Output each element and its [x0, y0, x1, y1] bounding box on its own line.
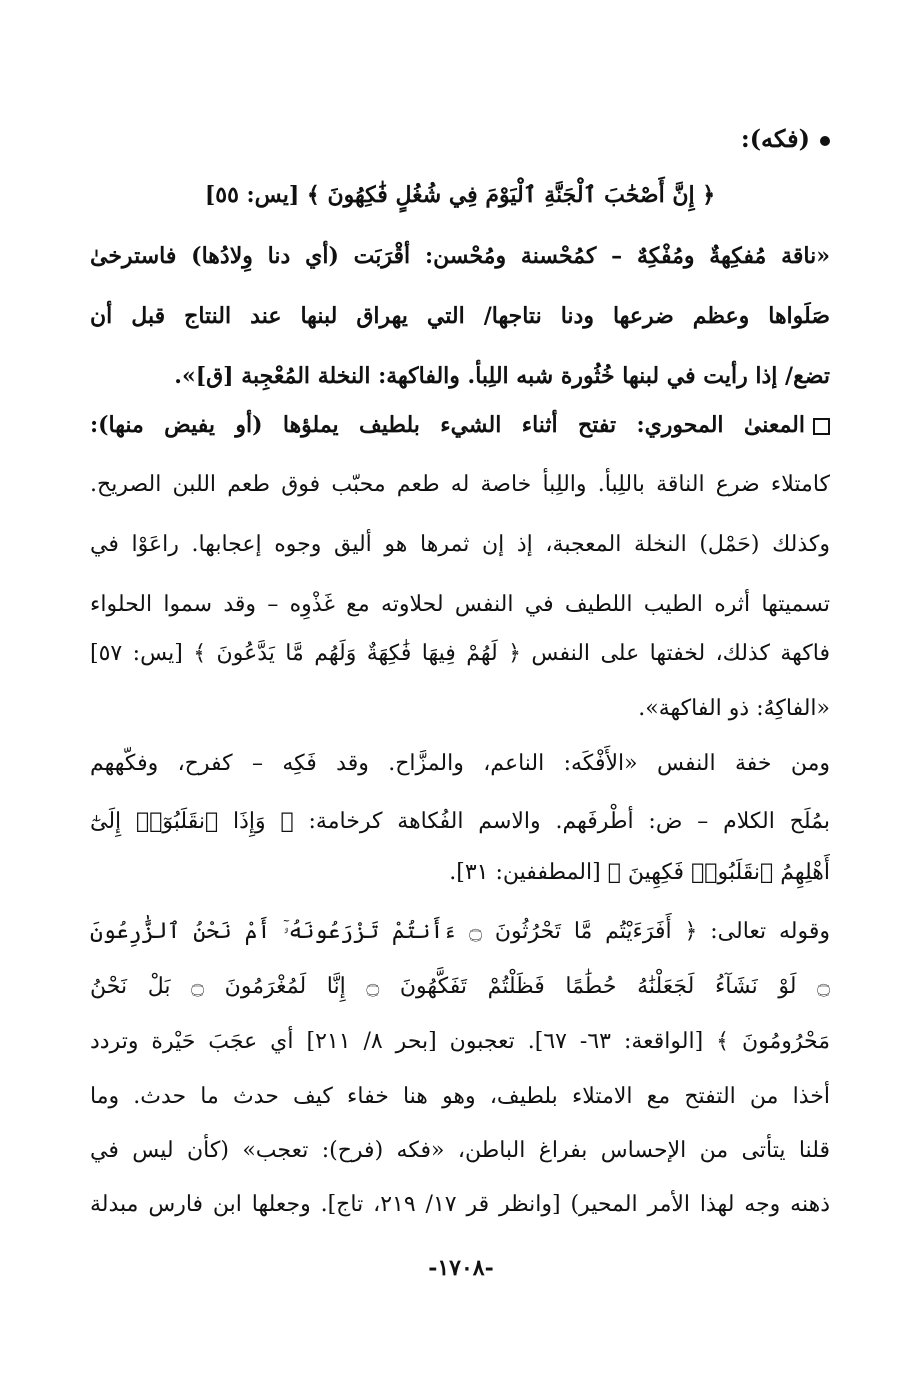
body-text-line: قلنا يتأتى من الإحساس بفراغ الباطن، «فكه (فرح): تعجب» (كأن ليس في — [90, 1138, 830, 1163]
definition-line: «ناقة مُفكِهةٌ ومُفْكِهٌ – كمُحْسنة ومُحْسن: أقْرَبَت (أي دنا وِلادُها) فاسترخىٰ — [90, 243, 830, 269]
body-text-line: «الفاكِهُ: ذو الفاكهة». — [638, 696, 830, 721]
body-text-line: ۝ لَوْ نَشَآءُ لَجَعَلْنَٰهُ حُطَٰمًا فَظَلْتُمْ تَفَكَّهُونَ ۝ إِنَّا لَمُغْرَمُونَ ۝ بَلْ نَحْنُ — [90, 974, 830, 999]
body-text-line: تسميتها أثره الطيب اللطيف في النفس لحلاوته مع غَذْوِه – وقد سموا الحلواء — [90, 592, 830, 617]
page-number: -١٧٠٨- — [428, 1255, 494, 1281]
entry-heading-text: (فكه): — [740, 124, 810, 153]
body-text-line: أخذا من التفتح مع الامتلاء بلطيف، وهو هنا خفاء كيف حدث ما حدث. وما — [90, 1084, 830, 1109]
definition-line: تضع/ إذا رأيت في لبنها خُثُورة شبه اللِبأ. والفاكهة: النخلة المُعْجِبة [ق]». — [174, 363, 830, 389]
quran-verse-line: ﴿ إِنَّ أَصْحَٰبَ ٱلْجَنَّةِ ٱلْيَوْمَ فِي شُغُلٍ فَٰكِهُونَ ﴾ [يس: ٥٥] — [204, 182, 716, 208]
body-text-line: أَهْلِهِمُ ٱنقَلَبُوا۟ فَكِهِينَ ﴾ [المطففين: ٣١]. — [449, 860, 830, 885]
core-meaning-text: المعنىٰ المحوري: تفتح أثناء الشيء بلطيف يملؤها (أو يفيض منها): — [90, 412, 805, 438]
square-box-icon — [813, 418, 830, 435]
entry-heading — [741, 110, 830, 168]
body-text-line: ذهنه وجه لهذا الأمر المحير) [وانظر قر ١٧/ ٢١٩، تاج]. وجعلها ابن فارس مبدلة — [90, 1192, 830, 1217]
body-text-line: فاكهة كذلك، لخفتها على النفس ﴿ لَهُمْ فِيهَا فَٰكِهَةٌ وَلَهُم مَّا يَدَّعُونَ ﴾ [يس: ٥٧] — [90, 641, 830, 666]
body-text-line: وكذلك (حَمْل) النخلة المعجبة، إذ إن ثمرها هو أليق وجوه إعجابها. راعَوْا في — [90, 532, 830, 557]
body-text-line: كامتلاء ضرع الناقة باللِبأ. واللِبأ خاصة له طعم محبّب فوق طعم اللبن الصريح. — [90, 472, 830, 497]
core-meaning-line — [90, 396, 830, 454]
body-text-line: بمُلَح الكلام – ض: أطْرفَهم. والاسم الفُكاهة كرخامة: ﴿ وَإِذَا ٱنقَلَبُوٓا۟ إِلَىٰٓ — [90, 809, 830, 834]
definition-line: صَلَواها وعظم ضرعها ودنا نتاجها/ التي يهراق لبنها عند النتاج قبل أن — [90, 303, 830, 329]
body-text-line: مَحْرُومُونَ ﴾ [الواقعة: ٦٣- ٦٧]. تعجبون [بحر ٨/ ٢١١] أي عجَبَ حَيْرة وتردد — [90, 1029, 830, 1054]
bullet-icon — [820, 136, 830, 146]
body-text-line: ومن خفة النفس «الأَفْكَه: الناعم، والمزَّاح. وقد فَكِه – كفرح، وفكّههم — [90, 751, 830, 776]
body-text-line: وقوله تعالى: ﴿ أَفَرَءَيْتُم مَّا تَحْرُثُونَ ۝ ءَأَنتُمْ تَزْرَعُونَهُۥٓ أَمْ نَحْنُ ٱلزَّٰرِعُونَ — [90, 919, 830, 944]
